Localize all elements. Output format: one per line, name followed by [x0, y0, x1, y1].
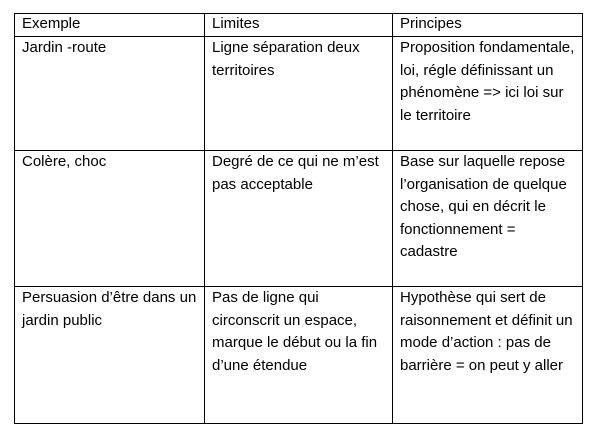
cell-limites: Ligne séparation deux territoires: [205, 37, 393, 151]
cell-exemple: Jardin -route: [15, 37, 205, 151]
cell-exemple: Colère, choc: [15, 151, 205, 287]
table-row: [15, 151, 583, 287]
cell-principes: Hypothèse qui sert de raisonnement et définit un mode d’action : pas de barrière = on peut y aller: [393, 287, 583, 424]
header-principes: Principes: [393, 14, 583, 37]
cell-principes: Proposition fondamentale, loi, régle définissant un phénomène => ici loi sur le territoire: [393, 37, 583, 151]
concept-table: [14, 13, 583, 424]
table-header-row: [15, 14, 583, 37]
cell-exemple: Persuasion d’être dans un jardin public: [15, 287, 205, 424]
table-row: [15, 287, 583, 424]
header-limites: Limites: [205, 14, 393, 37]
header-exemple: Exemple: [15, 14, 205, 37]
cell-limites: Pas de ligne qui circonscrit un espace, marque le début ou la fin d’une étendue: [205, 287, 393, 424]
cell-principes: Base sur laquelle repose l’organisation de quelque chose, qui en décrit le fonctionnement = cadastre: [393, 151, 583, 287]
table-row: [15, 37, 583, 151]
cell-limites: Degré de ce qui ne m’est pas acceptable: [205, 151, 393, 287]
